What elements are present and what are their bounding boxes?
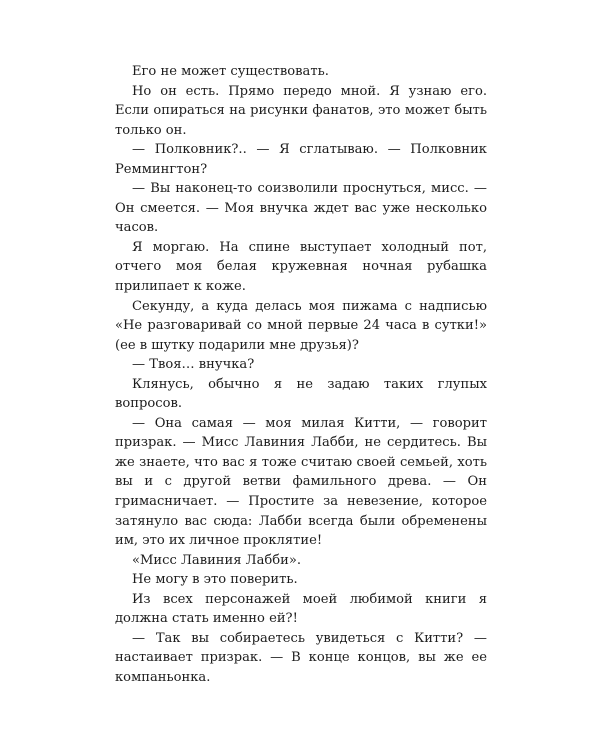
- page-text: [115, 62, 487, 688]
- paragraph: Я моргаю. На спине выступает холодный пот, отчего моя белая кружевная ночная рубашка прилипает к коже.: [115, 239, 487, 295]
- paragraph: — Твоя… внучка?: [132, 357, 255, 373]
- paragraph: — Она самая — моя милая Китти, — говорит призрак. — Мисс Лавиния Лабби, не сердитесь. Вы же знаете, что вас я тоже считаю своей семьей, хоть вы и с другой ветви фамильного древа. — Он гримасничает. — Простите за невезение, которое затянуло вас сюда: Лабби всегда были обременены им, это их личное проклятие!: [115, 415, 487, 549]
- paragraph: Не могу в это поверить.: [132, 572, 298, 588]
- paragraph: Клянусь, обычно я не задаю таких глупых вопросов.: [115, 376, 487, 412]
- paragraph: Секунду, а куда делась моя пижама с надписью «Не разговаривай со мной первые 24 часа в сутки!» (ее в шутку подарили мне друзья)?: [115, 298, 487, 353]
- paragraph: — Так вы собираетесь увидеться с Китти? — настаивает призрак. — В конце концов, вы же ее компаньонка.: [115, 630, 487, 685]
- paragraph: — Полковник?.. — Я сглатываю. — Полковник Реммингтон?: [115, 142, 487, 177]
- paragraph: Из всех персонажей моей любимой книги я должна стать именно ей?!: [115, 591, 487, 627]
- paragraph: Но он есть. Прямо передо мной. Я узнаю его. Если опираться на рисунки фанатов, это может быть только он.: [115, 83, 487, 138]
- paragraph: Его не может существовать.: [132, 64, 329, 79]
- paragraph: «Мисс Лавиния Лабби».: [132, 552, 302, 568]
- paragraph: — Вы наконец-то соизволили проснуться, мисс. — Он смеется. — Моя внучка ждет вас уже несколько часов.: [115, 181, 487, 236]
